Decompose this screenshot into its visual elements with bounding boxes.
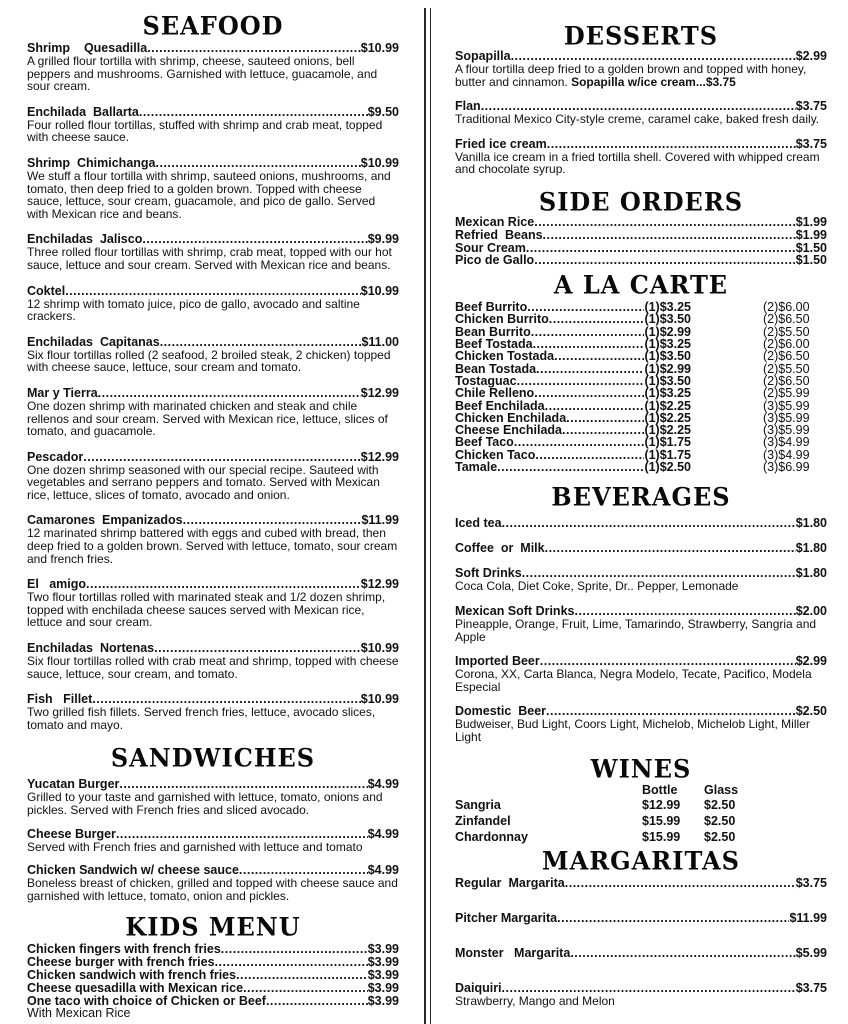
menu-item-price: $12.99 — [360, 577, 399, 592]
menu-item-price: $10.99 — [360, 641, 399, 656]
a-la-carte-price-multi: (3)$5.99 — [763, 410, 810, 425]
menu-item-description-text: One dozen shrimp seasoned with our special recipe. Sauteed with vegetables and serrano peppers and tomato. Served with Mexican rice, lettuce, slices of tomato, avocado and onion. — [27, 462, 380, 502]
menu-item-heading — [455, 912, 827, 925]
a-la-carte-name: Chicken Taco — [455, 447, 536, 462]
menu-item-heading — [455, 254, 827, 267]
desserts-list — [455, 50, 827, 176]
wine-name: Zinfandel — [455, 814, 511, 829]
menu-item — [455, 229, 827, 242]
menu-item — [27, 864, 399, 902]
menu-item-description-text: A flour tortilla deep fried to a golden brown and topped with honey, butter and cinnamon. — [455, 62, 807, 89]
a-la-carte-name: Cheese Enchilada — [455, 423, 562, 438]
menu-item-price: $4.99 — [367, 863, 399, 878]
menu-item-price: $1.99 — [795, 227, 827, 242]
menu-item-name: Enchilada Ballarta — [27, 104, 139, 119]
menu-item-name: Daiquiri — [455, 981, 502, 996]
menu-item — [27, 828, 399, 854]
menu-item-price: $2.50 — [795, 704, 827, 719]
column-divider-inner — [430, 8, 431, 1024]
menu-item-description-text: We stuff a flour tortilla with shrimp, sauteed onions, mushrooms, and tomato, then deep fried to a golden brown. Topped with cheese sauce, lettuce, sour cream, guacamole, and pico de gallo. Served with Mexican rice and beans. — [27, 168, 391, 221]
menu-item — [27, 642, 399, 680]
dot-leader — [534, 216, 796, 229]
menu-item-price: $9.99 — [367, 232, 399, 247]
menu-item-description — [27, 55, 399, 93]
menu-item-name: Yucatan Burger — [27, 777, 120, 792]
beverages-title: BEVERAGES — [551, 481, 731, 513]
menu-item — [27, 42, 399, 93]
menu-item-name: Mar y Tierra — [27, 385, 98, 400]
beverages-list — [455, 517, 827, 743]
menu-item-description-text: Two flour tortillas rolled with marinated steak and 1/2 dozen shrimp, topped with enchilada cheese sauces served with Mexican rice, lettuce and sour cream. — [27, 590, 386, 630]
menu-item-name: Enchiladas Capitanas — [27, 334, 160, 349]
a-la-carte-name: Beef Burrito — [455, 300, 528, 315]
a-la-carte-price-multi: (2)$5.99 — [763, 386, 810, 401]
menu-item — [27, 969, 399, 982]
menu-item-price: $3.75 — [795, 136, 827, 151]
sandwiches-list — [27, 778, 399, 902]
a-la-carte-name: Chile Relleno — [455, 386, 535, 401]
menu-item-price: $2.00 — [795, 603, 827, 618]
seafood-title: SEAFOOD — [142, 10, 284, 41]
menu-item-name: Pescador — [27, 449, 84, 464]
dot-leader — [543, 229, 796, 242]
wine-row — [455, 797, 827, 813]
menu-item — [455, 982, 827, 1008]
menu-item-description — [27, 349, 399, 374]
menu-item-price: $3.75 — [795, 981, 827, 996]
menu-item-description — [455, 618, 827, 643]
menu-item-price: $11.99 — [789, 911, 827, 926]
menu-item — [455, 655, 827, 693]
menu-item-price: $1.80 — [795, 566, 827, 581]
menu-item-price: $10.99 — [360, 283, 399, 298]
menu-item-name: Coffee or Milk — [455, 541, 545, 556]
dot-leader — [535, 449, 644, 461]
a-la-carte-price-multi: (3)$4.99 — [763, 435, 810, 450]
dot-leader — [514, 436, 645, 448]
a-la-carte-price-single: (1)$1.75 — [644, 447, 691, 462]
a-la-carte-name: Bean Tostada — [455, 361, 537, 376]
menu-item-description-text: Four rolled flour tortillas, stuffed with shrimp and crab meat, topped with cheese sauce. — [27, 117, 383, 145]
menu-item-description-text: Boneless breast of chicken, grilled and topped with cheese sauce and garnished with lettuce, tomato, onion and pickles. — [27, 876, 398, 903]
menu-item-description — [27, 877, 399, 902]
menu-item-description — [27, 591, 399, 629]
menu-item-description — [27, 791, 399, 816]
menu-item-description — [27, 527, 399, 565]
margaritas-list — [455, 877, 827, 1008]
menu-item-name: Chicken sandwich with french fries — [27, 967, 237, 982]
menu-item-description-text: Grilled to your taste and garnished with lettuce, tomato, onions and pickles. Served with French fries and sliced avocado. — [27, 790, 383, 817]
menu-item — [27, 778, 399, 816]
menu-item-price: $9.50 — [367, 104, 399, 119]
menu-item-description-text: Coca Cola, Diet Coke, Sprite, Dr.. Pepper, Lemonade — [455, 579, 739, 594]
a-la-carte-price-single: (1)$3.50 — [644, 373, 691, 388]
menu-item-name: Iced tea — [455, 516, 502, 531]
menu-item-description-text: Corona, XX, Carta Blanca, Negra Modelo, Tecate, Pacifico, Modela Especial — [455, 667, 812, 694]
a-la-carte-price-multi: (3)$6.99 — [763, 460, 810, 475]
a-la-carte-price-multi: (3)$5.99 — [763, 423, 810, 438]
menu-item-description — [27, 119, 399, 144]
wines-list — [455, 797, 827, 845]
menu-item-extra: Sopapilla w/ice cream...$3.75 — [571, 74, 736, 89]
dot-leader — [221, 943, 368, 956]
menu-item-description-text: A grilled flour tortilla with shrimp, cheese, sauteed onions, bell peppers and mushrooms. Garnished with lettuce, guacamole, and sour cream. — [27, 54, 378, 94]
a-la-carte-item — [455, 313, 691, 325]
menu-item — [27, 336, 399, 374]
menu-item — [455, 100, 827, 126]
a-la-carte-name: Beef Enchilada — [455, 398, 545, 413]
dot-leader — [545, 542, 796, 555]
a-la-carte-item — [455, 350, 691, 362]
menu-item-description — [455, 718, 827, 743]
menu-item-name: Coktel — [27, 283, 66, 298]
menu-item-name: Cheese Burger — [27, 826, 116, 841]
menu-item-name: Cheese quesadilla with Mexican rice — [27, 980, 244, 995]
menu-item-name: Monster Margarita — [455, 946, 571, 961]
menu-item-price: $11.00 — [361, 334, 399, 349]
menu-item-description — [455, 995, 827, 1008]
a-la-carte-price-single: (1)$3.50 — [644, 312, 691, 327]
wine-row — [455, 829, 827, 845]
menu-item-name: Shrimp Quesadilla — [27, 41, 148, 55]
menu-item — [27, 578, 399, 629]
menu-item-price: $2.99 — [795, 49, 827, 63]
menu-item — [27, 106, 399, 144]
a-la-carte-price-multi: (2)$6.00 — [763, 300, 810, 315]
dot-leader — [517, 375, 645, 387]
a-la-carte-price-single: (1)$3.50 — [644, 349, 691, 364]
menu-item-price: $4.99 — [367, 826, 399, 841]
a-la-carte-row — [455, 313, 827, 325]
a-la-carte-price-single: (1)$3.25 — [644, 337, 691, 352]
a-la-carte-price-multi: (2)$5.50 — [763, 361, 810, 376]
menu-item-description — [455, 113, 827, 126]
menu-item-description-text: Six flour tortillas rolled (2 seafood, 2 broiled steak, 2 chicken) topped with cheese sauce, lettuce, sour cream and tomato. — [27, 347, 391, 375]
menu-item-description-text: Two grilled fish fillets. Served french fries, lettuce, avocado slices, tomato and mayo. — [27, 705, 376, 732]
menu-item-price: $3.75 — [795, 99, 827, 114]
menu-item-description-text: Vanilla ice cream in a fried tortilla shell. Covered with whipped cream and chocolate syrup. — [455, 149, 820, 177]
a-la-carte-price-multi: (2)$5.50 — [763, 324, 810, 339]
menu-item — [455, 542, 827, 555]
a-la-carte-row — [455, 400, 827, 412]
column-divider — [424, 8, 426, 1024]
menu-item — [27, 233, 399, 271]
dot-leader — [536, 363, 644, 375]
menu-item-name: Flan — [455, 99, 481, 114]
menu-item-description-text: Traditional Mexico City-style creme, caramel cake, baked fresh daily. — [455, 112, 820, 127]
menu-item-description-text: Pineapple, Orange, Fruit, Lime, Tamarindo, Strawberry, Sangria and Apple — [455, 616, 817, 644]
menu-item-name: Mexican Soft Drinks — [455, 603, 575, 618]
right-column — [455, 0, 827, 1024]
wine-bottle-price: $12.99 — [642, 798, 681, 813]
menu-item — [455, 947, 827, 960]
wine-bottle-price: $15.99 — [642, 830, 681, 845]
menu-item-name: El amigo — [27, 577, 87, 592]
a-la-carte-name: Tamale — [455, 460, 498, 475]
menu-item-description-text: 12 marinated shrimp battered with eggs and cubed with bread, then deep fried to a golden brown. Served with lettuce, tomato, sour cream and french fries. — [27, 526, 398, 566]
menu-item-description-text: Budweiser, Bud Light, Coors Light, Michelob, Michelob Light, Miller Light — [455, 717, 810, 744]
menu-item-heading — [27, 969, 399, 982]
menu-item-description — [27, 464, 399, 502]
wine-row — [455, 813, 827, 829]
dot-leader — [545, 400, 645, 412]
menu-item — [27, 693, 399, 731]
menu-item-description-text: Three rolled flour tortillas with shrimp, crab meat, topped with our hot sauce, lettuce and sour cream. Served with Mexican rice and beans. — [27, 245, 392, 272]
a-la-carte-name: Tostaguac — [455, 373, 517, 388]
a-la-carte-price-single: (1)$3.25 — [644, 300, 691, 315]
dot-leader — [534, 254, 796, 267]
sandwiches-title: SANDWICHES — [110, 742, 316, 774]
a-la-carte-item — [455, 461, 691, 473]
menu-item-description-text: 12 shrimp with tomato juice, pico de gallo, avocado and saltine crackers. — [27, 296, 360, 324]
menu-item-heading — [27, 982, 399, 995]
a-la-carte-row — [455, 461, 827, 473]
menu-item-price: $1.50 — [795, 240, 827, 255]
wine-glass-price: $2.50 — [704, 798, 736, 813]
dot-leader — [534, 387, 644, 399]
desserts-title: DESSERTS — [563, 20, 719, 51]
left-column — [27, 0, 399, 1020]
dot-leader — [562, 424, 644, 436]
a-la-carte-price-multi: (2)$6.50 — [763, 373, 810, 388]
wines-bottle-header: Bottle — [642, 783, 678, 798]
menu-item-heading — [455, 229, 827, 242]
wine-bottle-price: $15.99 — [642, 814, 681, 829]
side-orders-list — [455, 216, 827, 267]
menu-item-description — [27, 298, 399, 323]
menu-item-name: Sopapilla — [455, 49, 511, 63]
menu-item-name: Pitcher Margarita — [455, 911, 558, 926]
menu-item-name: Soft Drinks — [455, 566, 522, 581]
menu-item-description-text: Six flour tortillas rolled with crab meat and shrimp, topped with cheese sauce, lettuce, sour cream, and tomato. — [27, 654, 399, 681]
menu-item-name: Enchiladas Jalisco — [27, 232, 143, 247]
menu-item-price: $11.99 — [361, 513, 399, 528]
menu-item-name: Camarones Empanizados — [27, 513, 183, 528]
margaritas-title: MARGARITAS — [542, 845, 740, 877]
menu-item — [27, 514, 399, 565]
menu-item-heading — [455, 877, 827, 890]
menu-item-price: $10.99 — [360, 692, 399, 707]
dot-leader — [570, 947, 795, 960]
dot-leader — [215, 956, 368, 969]
menu-item-description — [455, 580, 827, 593]
a-la-carte-price-single: (1)$2.50 — [644, 460, 691, 475]
dot-leader — [497, 461, 644, 473]
menu-item — [455, 138, 827, 176]
menu-item-price: $1.99 — [795, 214, 827, 229]
menu-item-price: $3.99 — [367, 955, 399, 970]
menu-item-price: $12.99 — [360, 449, 399, 464]
menu-item — [27, 982, 399, 995]
menu-item-description — [27, 400, 399, 438]
menu-item — [27, 285, 399, 323]
wine-glass-price: $2.50 — [704, 814, 736, 829]
menu-item-name: Enchiladas Nortenas — [27, 641, 155, 656]
menu-item-name: Imported Beer — [455, 654, 540, 669]
menu-item-description-text: One dozen shrimp with marinated chicken and steak and chile rellenos and sour cream. Served with Mexican rice, lettuce, slices of tomato, and guacamole. — [27, 398, 388, 439]
menu-item-heading — [455, 517, 827, 530]
menu-item-description — [27, 170, 399, 220]
dot-leader — [554, 350, 644, 362]
menu-item-price: $3.75 — [795, 876, 827, 891]
menu-item-price: $3.99 — [367, 967, 399, 982]
menu-item-price: $10.99 — [360, 41, 399, 55]
a-la-carte-price-multi: (3)$5.99 — [763, 398, 810, 413]
a-la-carte-item — [455, 436, 691, 448]
menu-item-price: $12.99 — [360, 385, 399, 400]
wines-glass-header: Glass — [704, 783, 739, 798]
a-la-carte-name: Beef Taco — [455, 435, 514, 450]
menu-item-price: $3.99 — [367, 980, 399, 995]
menu-item — [455, 605, 827, 643]
menu-item — [455, 912, 827, 925]
menu-item-heading — [455, 216, 827, 229]
seafood-list — [27, 42, 399, 731]
menu-item-description — [27, 841, 399, 854]
menu-item-description — [27, 246, 399, 271]
menu-item-description — [455, 63, 827, 88]
menu-item — [27, 387, 399, 438]
menu-item — [455, 517, 827, 530]
a-la-carte-price-single: (1)$2.25 — [644, 423, 691, 438]
menu-item — [455, 216, 827, 229]
wine-glass-price: $2.50 — [704, 830, 736, 845]
side-orders-title: SIDE ORDERS — [538, 186, 744, 217]
dot-leader — [549, 313, 645, 325]
menu-item-name: Refried Beans — [455, 227, 543, 242]
menu-item — [455, 50, 827, 88]
kids-menu-list — [27, 943, 399, 1007]
a-la-carte-name: Chicken Tostada — [455, 349, 555, 364]
a-la-carte-name: Bean Burrito — [455, 324, 531, 339]
menu-item-name: Pico de Gallo — [455, 253, 535, 268]
menu-item-name: Regular Margarita — [455, 876, 565, 891]
menu-item — [455, 567, 827, 593]
menu-item-price: $3.99 — [367, 942, 399, 957]
a-la-carte-price-single: (1)$2.25 — [644, 410, 691, 425]
a-la-carte-title: A LA CARTE — [553, 269, 729, 300]
wine-name: Chardonnay — [455, 830, 528, 845]
menu-item-price: $1.50 — [795, 253, 827, 268]
dot-leader — [266, 995, 368, 1008]
menu-item-description-text: Served with French fries and garnished with lettuce and tomato — [27, 839, 363, 854]
menu-item-name: Cheese burger with french fries — [27, 955, 215, 970]
menu-item-name: Mexican Rice — [455, 214, 535, 229]
dot-leader — [526, 242, 796, 255]
menu-item-price: $10.99 — [360, 155, 399, 170]
a-la-carte-price-multi: (3)$4.99 — [763, 447, 810, 462]
menu-item-price: $4.99 — [367, 777, 399, 792]
dot-leader — [566, 412, 644, 424]
a-la-carte-name: Beef Tostada — [455, 337, 533, 352]
a-la-carte-item — [455, 387, 691, 399]
wines-title: WINES — [590, 753, 692, 785]
a-la-carte-price-single: (1)$2.99 — [644, 324, 691, 339]
dot-leader — [531, 326, 645, 338]
menu-item-heading — [455, 542, 827, 555]
a-la-carte-name: Chicken Burrito — [455, 312, 549, 327]
menu-item-price: $1.80 — [795, 516, 827, 531]
menu-item-description — [455, 151, 827, 176]
a-la-carte-price-single: (1)$3.25 — [644, 386, 691, 401]
menu-item-name: One taco with choice of Chicken or Beef — [27, 993, 266, 1008]
a-la-carte-price-single: (1)$2.25 — [644, 398, 691, 413]
kids-menu-note: With Mexican Rice — [27, 1006, 131, 1021]
menu-item-name: Shrimp Chimichanga — [27, 155, 156, 170]
a-la-carte-price-multi: (2)$6.50 — [763, 349, 810, 364]
dot-leader — [243, 982, 368, 995]
menu-item-name: Fried ice cream — [455, 136, 547, 151]
a-la-carte-list — [455, 301, 827, 473]
wine-name: Sangria — [455, 798, 501, 813]
menu-item-name: Chicken fingers with french fries — [27, 942, 221, 957]
menu-item — [27, 451, 399, 502]
a-la-carte-row — [455, 436, 827, 448]
kids-menu-title: KIDS MENU — [125, 911, 301, 943]
menu-item-description-text: Strawberry, Mango and Melon — [455, 994, 615, 1009]
a-la-carte-price-single: (1)$1.75 — [644, 435, 691, 450]
menu-item — [455, 254, 827, 267]
menu-item-price: $2.99 — [795, 654, 827, 669]
menu-item-heading — [455, 947, 827, 960]
menu-item-name: Domestic Beer — [455, 704, 547, 719]
a-la-carte-row — [455, 387, 827, 399]
a-la-carte-price-multi: (2)$6.50 — [763, 312, 810, 327]
menu-item-price: $1.80 — [795, 541, 827, 556]
menu-item-name: Chicken Sandwich w/ cheese sauce — [27, 863, 239, 878]
a-la-carte-item — [455, 400, 691, 412]
a-la-carte-price-single: (1)$2.99 — [644, 361, 691, 376]
menu-item — [455, 705, 827, 743]
menu-item-name: Sour Cream — [455, 240, 526, 255]
menu-item-name: Fish Fillet — [27, 692, 93, 707]
wines-header — [455, 783, 827, 797]
menu-item-description — [27, 706, 399, 731]
a-la-carte-row — [455, 350, 827, 362]
menu-item-description — [455, 668, 827, 693]
a-la-carte-price-multi: (2)$6.00 — [763, 337, 810, 352]
dot-leader — [565, 877, 796, 890]
dot-leader — [236, 969, 368, 982]
dot-leader — [557, 912, 789, 925]
dot-leader — [502, 517, 796, 530]
menu-item-price: $3.99 — [367, 993, 399, 1008]
menu-item-description — [27, 655, 399, 680]
menu-item-price: $5.99 — [795, 946, 827, 961]
menu-item — [27, 157, 399, 220]
a-la-carte-name: Chicken Enchilada — [455, 410, 567, 425]
menu-item — [455, 877, 827, 890]
